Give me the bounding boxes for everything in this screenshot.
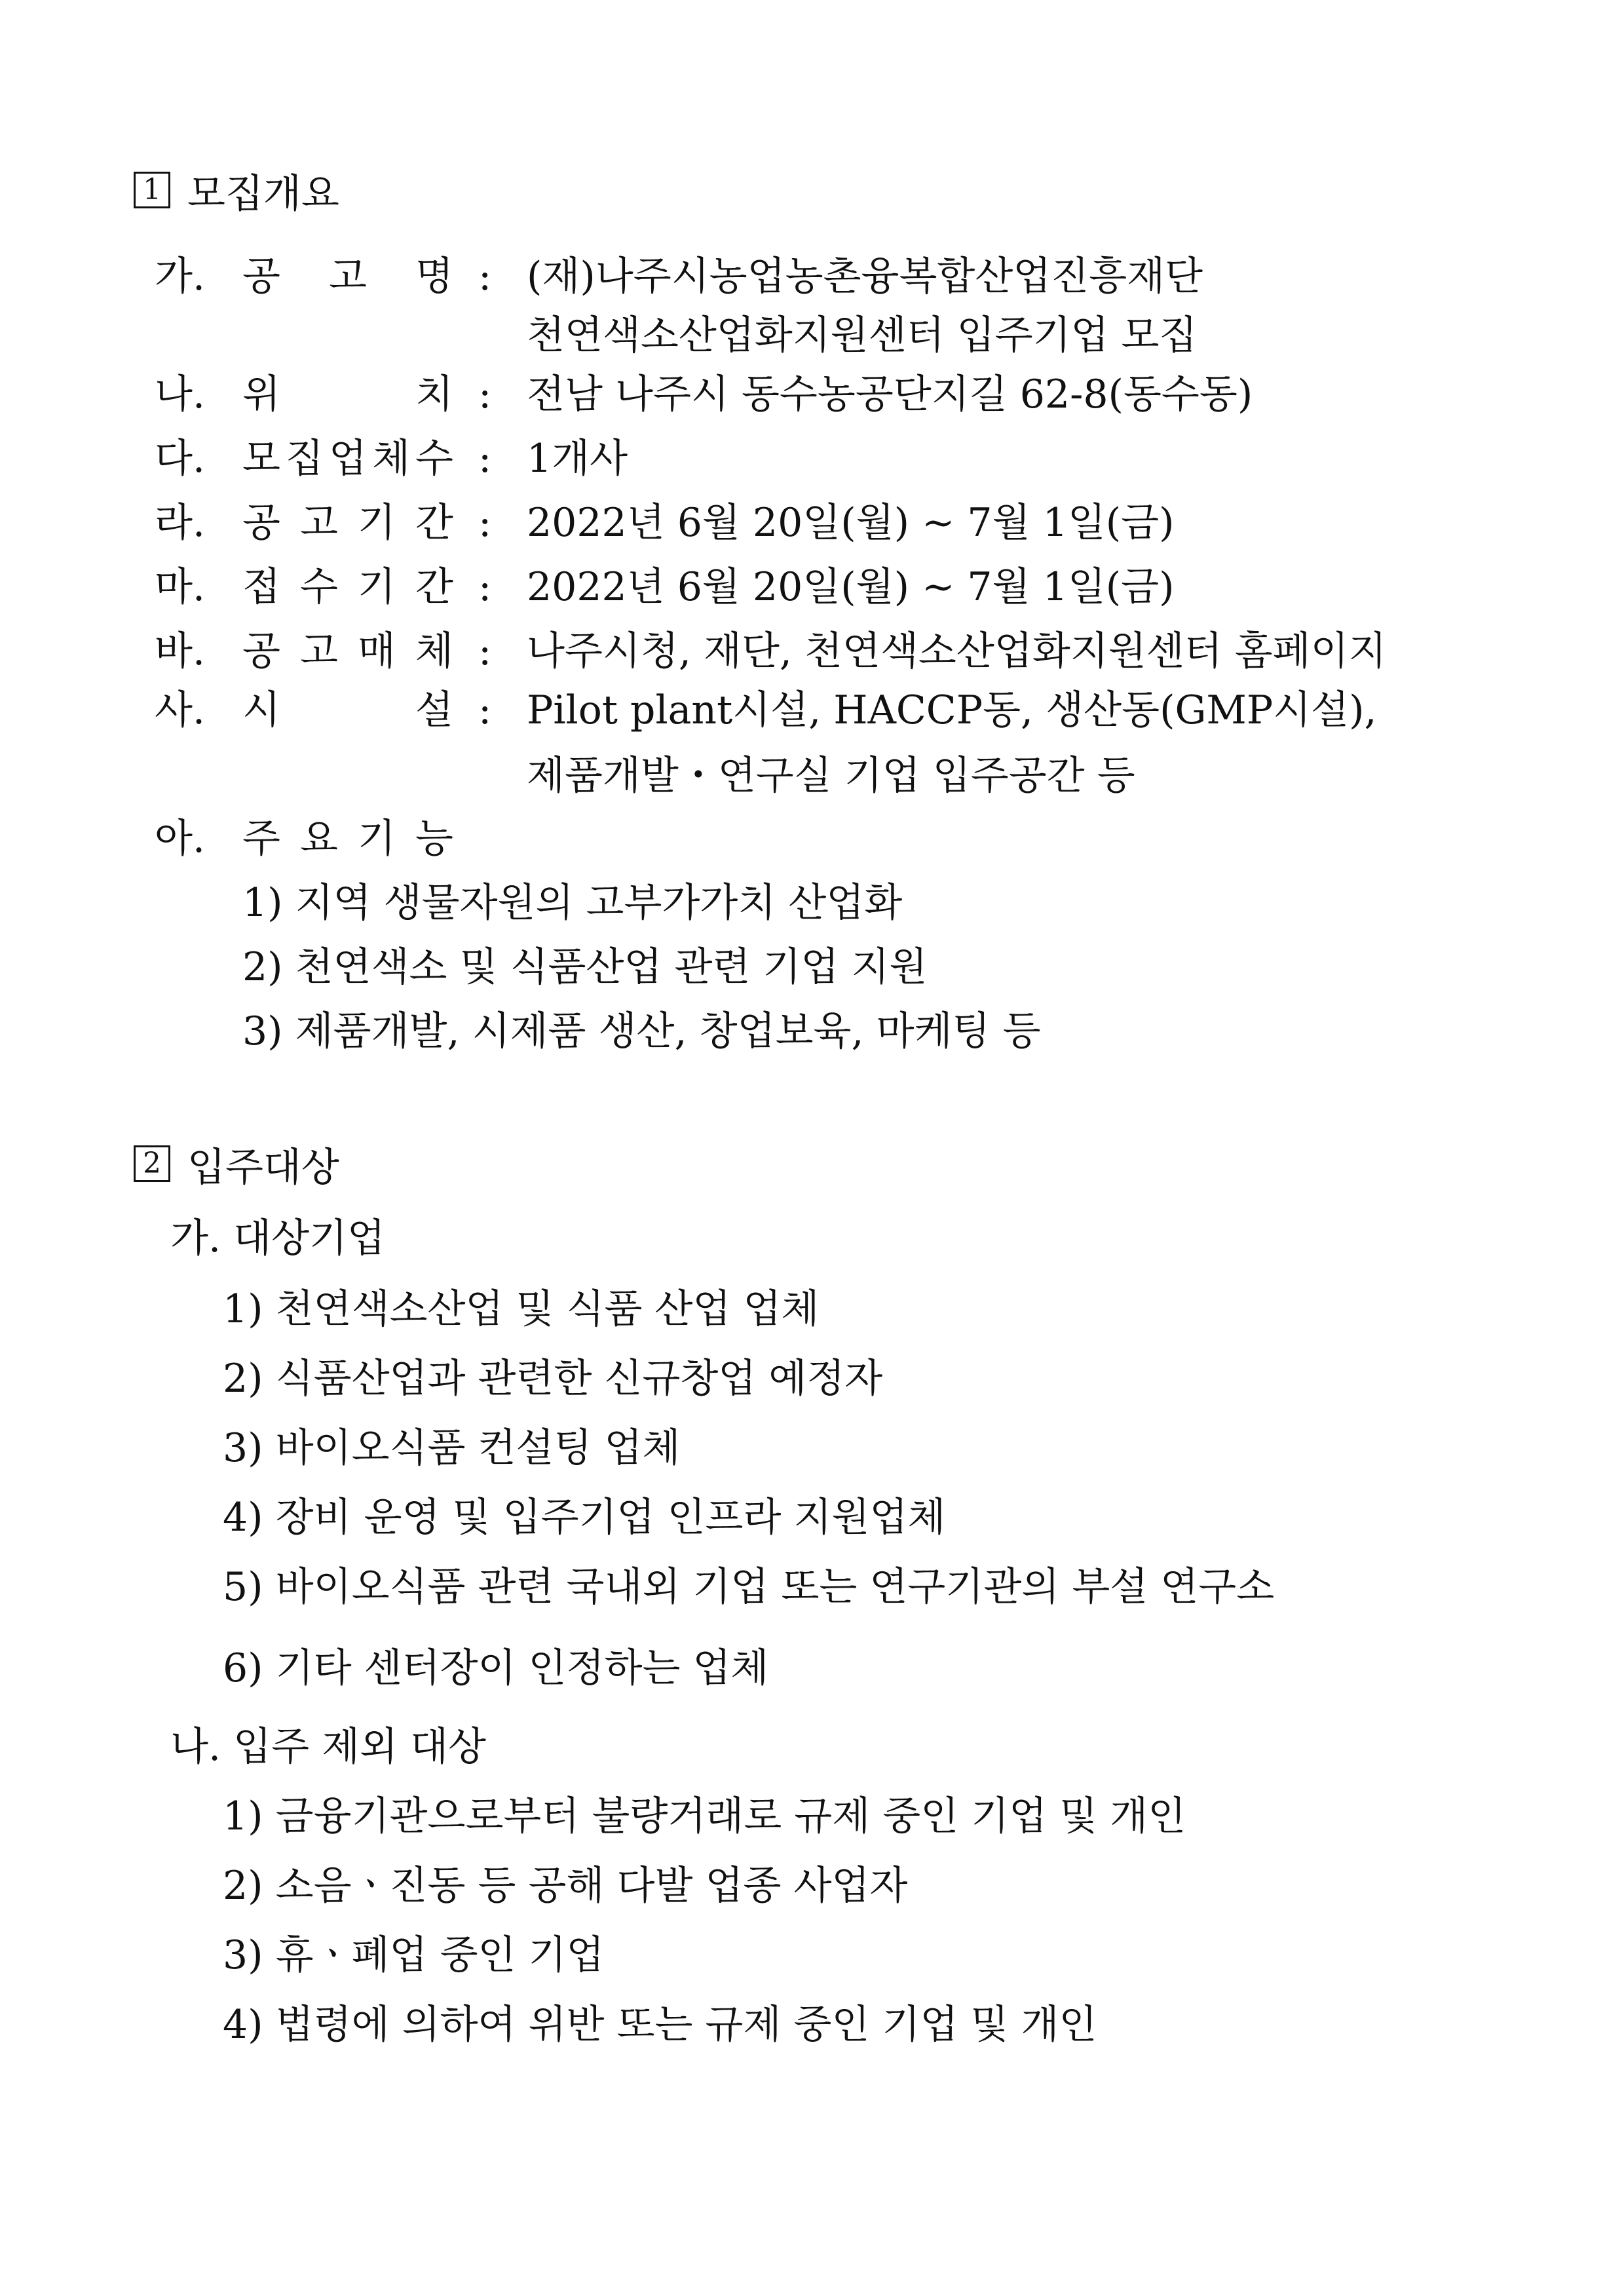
list-item: 2) 식품산업과 관련한 신규창업 예정자 <box>223 1356 883 1402</box>
list-item: 6) 기타 센터장이 인정하는 업체 <box>223 1645 769 1691</box>
list-item: 4) 장비 운영 및 입주기업 인프라 지원업체 <box>223 1495 946 1540</box>
list-item: 3) 휴ㆍ폐업 중인 기업 <box>223 1932 605 1978</box>
row-colon: : <box>478 254 492 299</box>
row-key: 접 수 기 간 <box>242 564 453 610</box>
row-colon: : <box>478 564 492 610</box>
row-label: 다. <box>155 436 206 482</box>
row-label: 라. <box>155 500 206 546</box>
row-key: 공 고 명 <box>242 254 453 299</box>
row-key: 공 고 매 체 <box>242 628 453 674</box>
row-key: 모 집 업 체 수 <box>242 436 453 482</box>
list-item: 3) 바이오식품 컨설팅 업체 <box>223 1425 681 1471</box>
row-colon: : <box>478 500 492 546</box>
list-item: 5) 바이오식품 관련 국내외 기업 또는 연구기관의 부설 연구소 <box>223 1564 1275 1610</box>
row-value: 2022년 6월 20일(월) ~ 7월 1일(금) <box>527 500 1175 546</box>
row-colon: : <box>478 628 492 674</box>
row-key: 위 치 <box>242 372 453 417</box>
row-value: 나주시청, 재단, 천연색소산업화지원센터 홈페이지 <box>527 628 1387 674</box>
section-1-title: 모집개요 <box>187 171 339 218</box>
row-value: 2022년 6월 20일(월) ~ 7월 1일(금) <box>527 564 1175 610</box>
row-label: 마. <box>155 564 206 610</box>
row-value: (재)나주시농업농촌융복합산업진흥재단 <box>527 254 1203 299</box>
section-2-title: 입주대상 <box>187 1145 339 1191</box>
row-key: 시 설 <box>242 687 453 733</box>
subsection-heading: 나. 입주 제외 대상 <box>170 1724 487 1770</box>
row-label: 사. <box>155 687 206 733</box>
row-value: Pilot plant시설, HACCP동, 생산동(GMP시설), <box>527 687 1377 733</box>
row-label: 가. <box>155 254 206 299</box>
section-2-heading <box>134 1145 339 1191</box>
list-item: 4) 법령에 의하여 위반 또는 규제 중인 기업 및 개인 <box>223 2002 1097 2048</box>
row-value: 1개사 <box>527 436 628 482</box>
row-value-continued: 천연색소산업화지원센터 입주기업 모집 <box>527 313 1198 358</box>
row-label: 나. <box>155 372 206 417</box>
row-colon: : <box>478 687 492 733</box>
list-item: 1) 금융기관으로부터 불량거래로 규제 중인 기업 및 개인 <box>223 1793 1186 1839</box>
row-key: 주 요 기 능 <box>242 816 453 862</box>
section-1-heading <box>134 171 339 218</box>
list-item: 2) 소음ㆍ진동 등 공해 다발 업종 사업자 <box>223 1863 908 1909</box>
list-item: 1) 지역 생물자원의 고부가가치 산업화 <box>242 880 903 926</box>
list-item: 3) 제품개발, 시제품 생산, 창업보육, 마케팅 등 <box>242 1008 1041 1054</box>
row-key: 공 고 기 간 <box>242 500 453 546</box>
row-label: 아. <box>155 816 206 862</box>
row-value-continued: 제품개발・연구실 기업 입주공간 등 <box>527 753 1135 799</box>
section-1-number-box: 1 <box>134 172 170 208</box>
row-value: 전남 나주시 동수농공단지길 62-8(동수동) <box>527 372 1253 417</box>
row-colon: : <box>478 436 492 482</box>
subsection-heading: 가. 대상기업 <box>170 1215 385 1261</box>
row-colon: : <box>478 372 492 417</box>
row-label: 바. <box>155 628 206 674</box>
section-2-number-box: 2 <box>134 1145 170 1182</box>
list-item: 2) 천연색소 및 식품산업 관련 기업 지원 <box>242 944 928 990</box>
list-item: 1) 천연색소산업 및 식품 산업 업체 <box>223 1286 820 1332</box>
